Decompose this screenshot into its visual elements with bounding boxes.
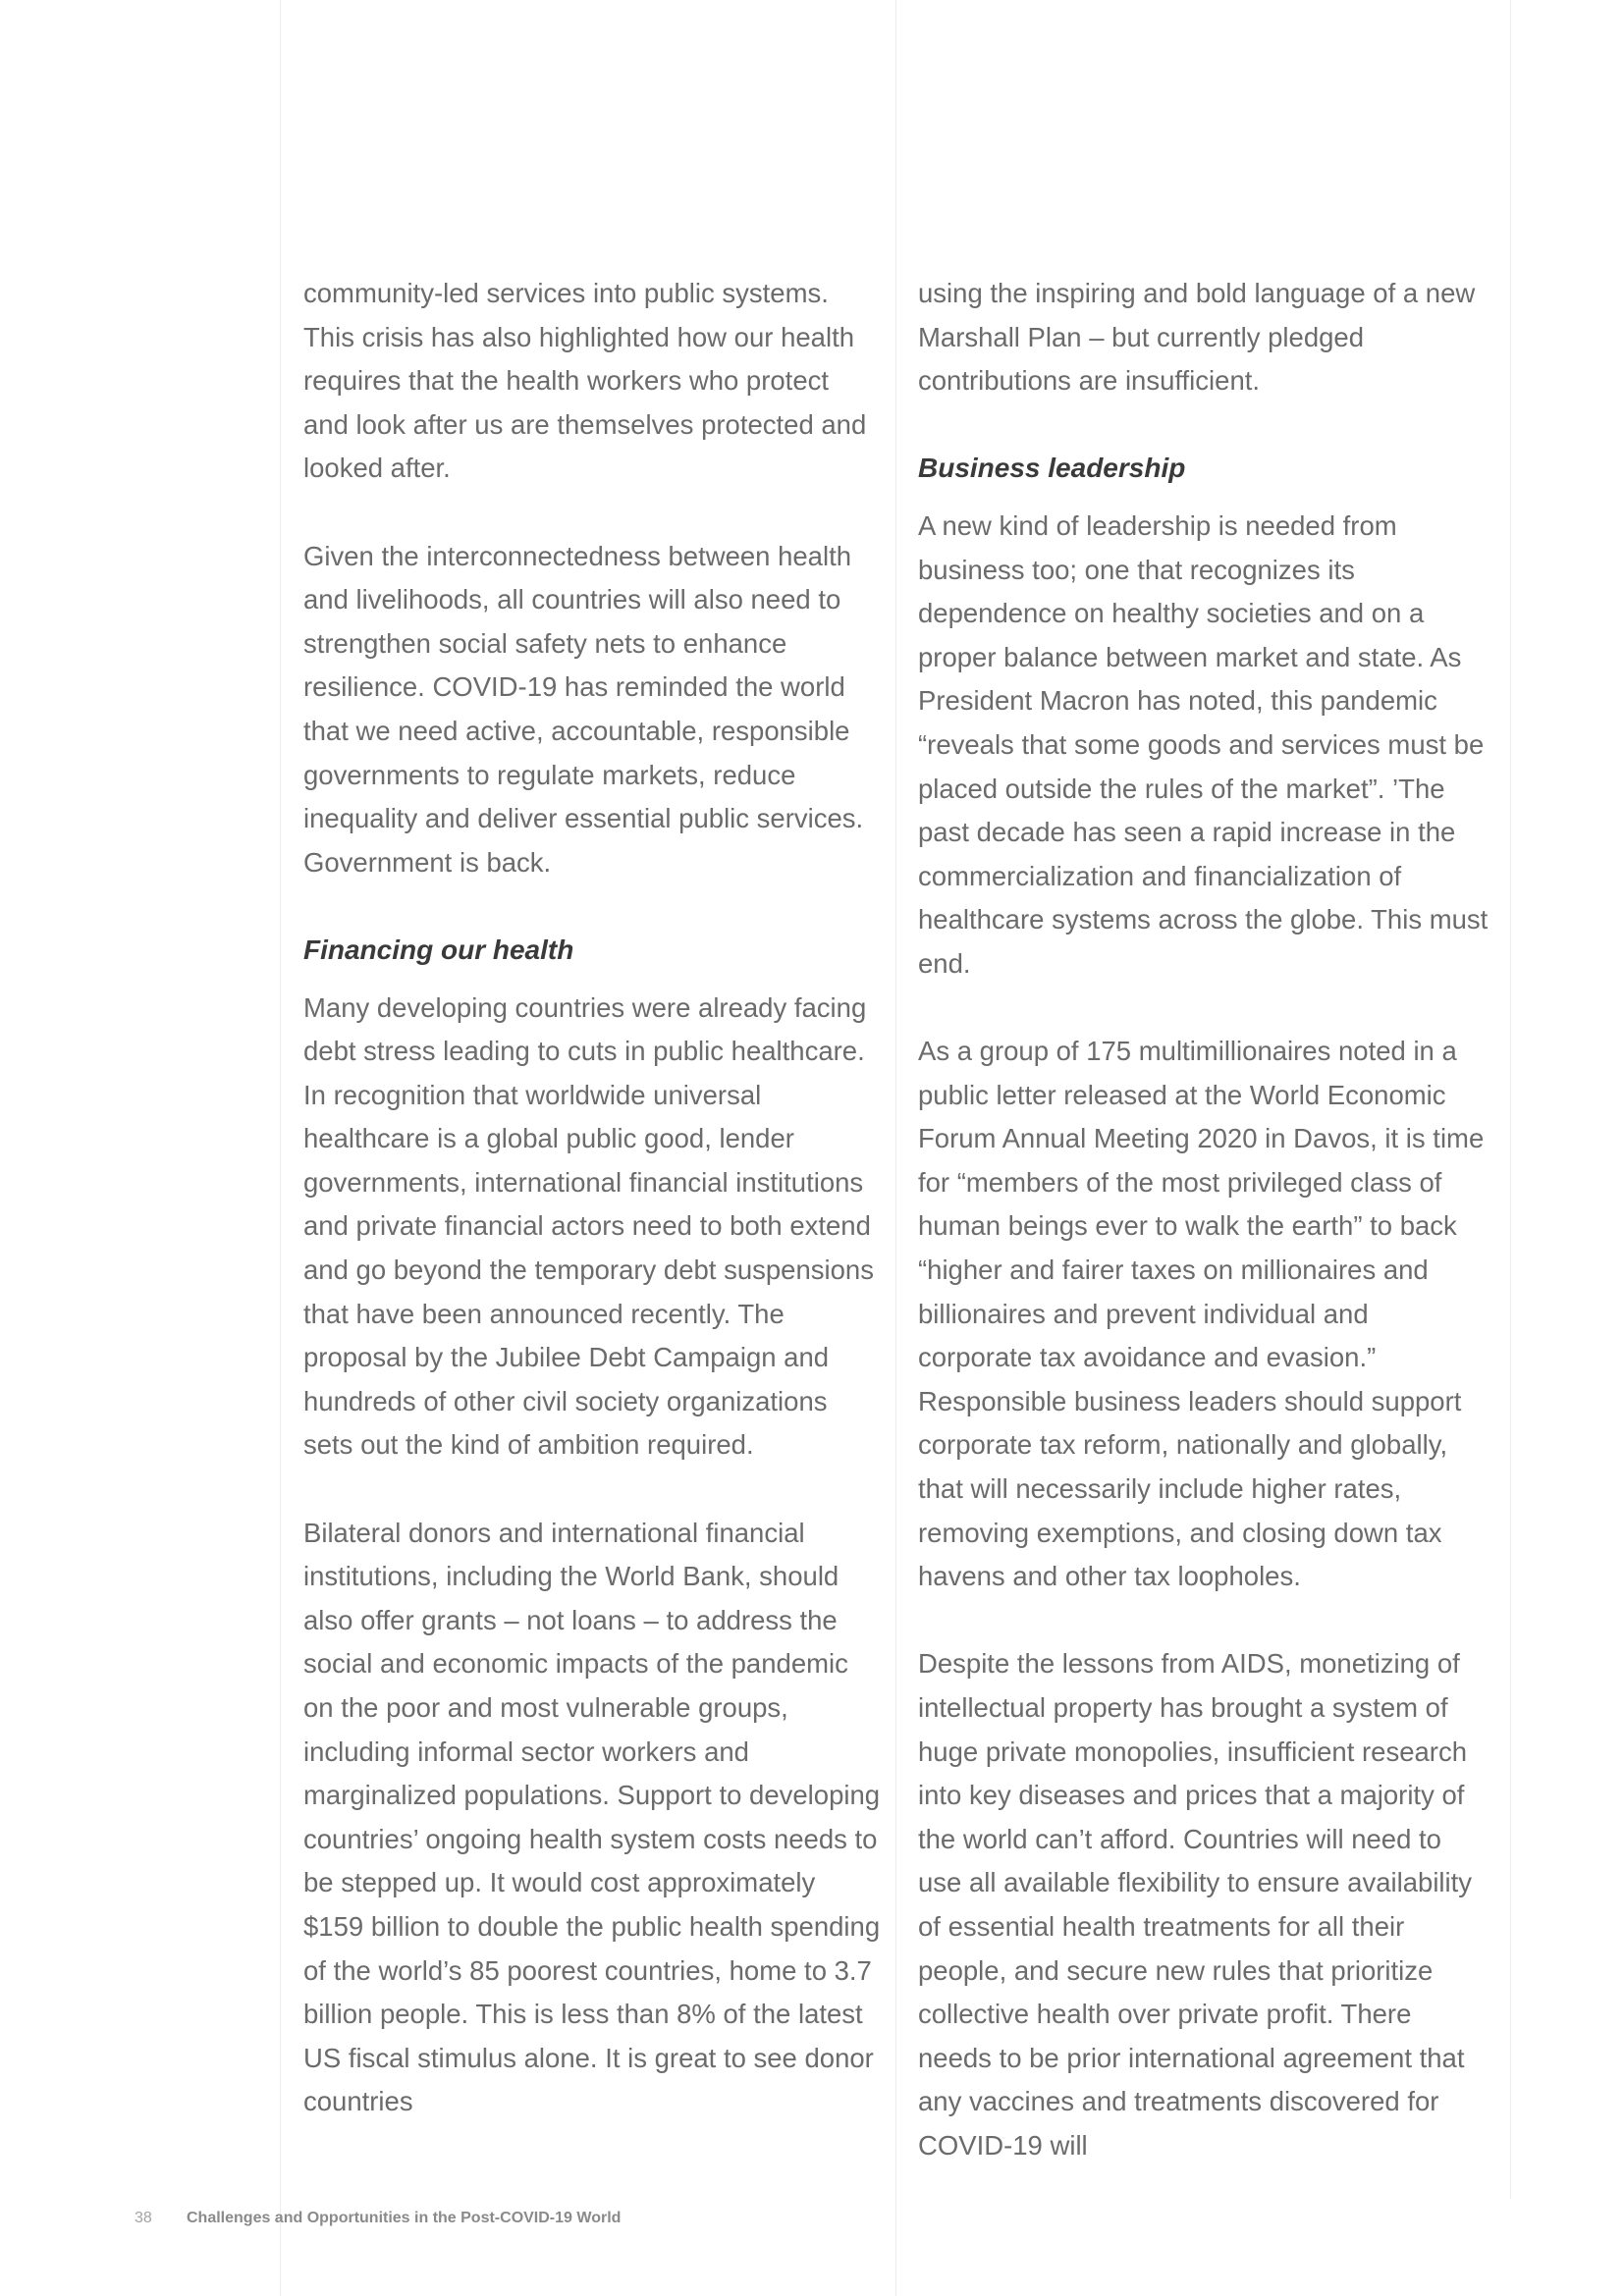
paragraph: community-led services into public systems. This crisis has also highlighted how our health requires that the health workers who protect and look after us are themselves protected and looked after. — [303, 278, 867, 484]
right-text-column — [918, 272, 1489, 2168]
paragraph: Bilateral donors and international financial institutions, including the World Bank, should also offer grants – not loans – to address the social and economic impacts of the pandemic on the poor and most vulnerable groups, including informal sector workers and marginalized populations. Support to developing countries’ ongoing health system costs needs to be stepped up. It would cost approximately $159 billion to double the public health spending of the world’s 85 poorest countries, home to 3.7 billion people. This is less than 8% of the latest US fiscal stimulus alone. It is great to see donor countries — [303, 1517, 881, 2117]
paragraph: Despite the lessons from AIDS, monetizing of intellectual property has brought a system of huge private monopolies, insufficient research into key diseases and prices that a majority of the world can’t afford. Countries will need to use all available flexibility to ensure availability of essential health treatments for all their people, and secure new rules that prioritize collective health over private profit. There needs to be prior international agreement that any vaccines and treatments discovered for COVID-19 will — [918, 1648, 1473, 2161]
paragraph: Many developing countries were already facing debt stress leading to cuts in public healthcare. In recognition that worldwide universal healthcare is a global public good, lender governments, international financial institutions and private financial actors need to both extend and go beyond the temporary debt suspensions that have been announced recently. The proposal by the Jubilee Debt Campaign and hundreds of other civil society organizations sets out the kind of ambition required. — [303, 991, 874, 1461]
column-guide-line — [895, 0, 896, 2296]
paragraph: As a group of 175 multimillionaires noted in a public letter released at the World Economic Forum Annual Meeting 2020 in Davos, it is time for “members of the most privileged class of human beings ever to walk the earth” to back “higher and fairer taxes on millionaires and billionaires and prevent individual and corporate tax avoidance and evasion.” Responsible business leaders should support corporate tax reform, nationally and globally, that will necessarily include higher rates, removing exemptions, and closing down tax havens and other tax loopholes. — [918, 1036, 1485, 1592]
paragraph: using the inspiring and bold language of a new Marshall Plan – but currently pledged contributions are insufficient. — [918, 278, 1476, 397]
section-heading-business: Business leadership — [918, 453, 1186, 484]
paragraph: A new kind of leadership is needed from business too; one that recognizes its dependence on healthy societies and on a proper balance between market and state. As President Macron has noted, this pandemic “reveals that some goods and services must be placed outside the rules of the market”. ’The past decade has seen a rapid increase in the commercialization and financialization of healthcare systems across the globe. This must end. — [918, 509, 1489, 979]
section-heading-financing: Financing our health — [303, 934, 574, 965]
paragraph: Given the interconnectedness between health and livelihoods, all countries will also need to strengthen social safety nets to enhance resilience. COVID-19 has reminded the world that we need active, accountable, responsible governments to regulate markets, reduce inequality and deliver essential public services. Government is back. — [303, 540, 864, 878]
page-number: 38 — [135, 2210, 152, 2226]
column-guide-line — [280, 0, 281, 2296]
publication-title: Challenges and Opportunities in the Post-COVID-19 World — [187, 2210, 622, 2226]
page-footer — [135, 2208, 621, 2229]
left-text-column — [303, 272, 881, 2124]
column-guide-line — [1510, 0, 1511, 2199]
